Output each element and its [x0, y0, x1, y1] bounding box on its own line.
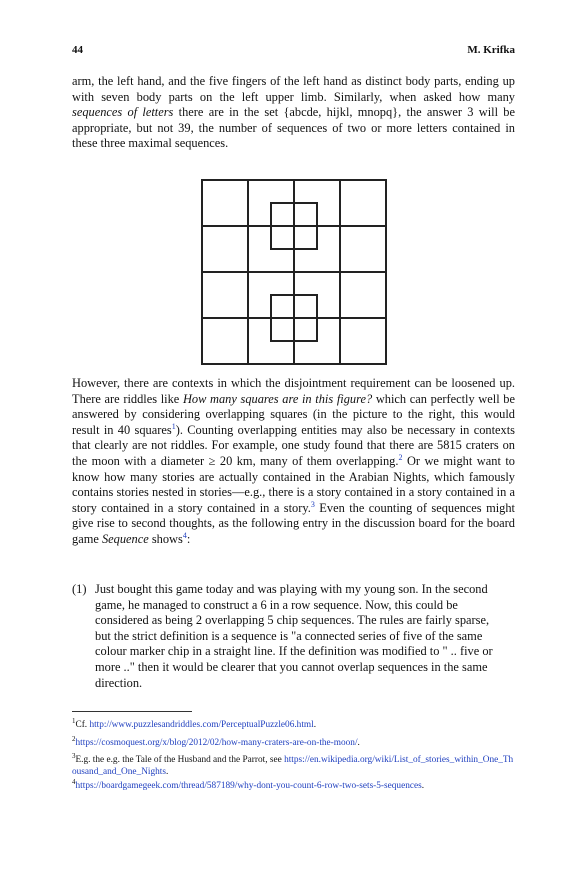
text: there are in the set {abcde, hijkl, mnopq}, the answer 3 will be appropriate, but not 39, the number of sequences of two or more letters contained in these three maximal sequences. [72, 105, 515, 151]
text: . [166, 767, 169, 777]
text: However, there are contexts in which the disjointment requirement can be loosened up. There are riddles like [72, 376, 515, 406]
footnote-3 [72, 751, 515, 778]
paragraph-2 [72, 376, 515, 548]
footnote-ref-3[interactable]: 3 [310, 499, 315, 509]
footnote-rule [72, 711, 192, 712]
page-number: 44 [72, 44, 83, 56]
text: arm, the left hand, and the five fingers of the left hand as distinct body parts, ending up with seven body parts on the left upper limb. Similarly, when asked how many [72, 74, 515, 104]
paragraph-1 [72, 74, 515, 152]
italic-game-title: Sequence [101, 531, 149, 546]
footnote-link[interactable]: https://en.wikipedia.org/wiki/List_of_stories_within_One_Thousand_and_One_Nights [72, 755, 514, 777]
footnote-4 [72, 777, 515, 792]
text: . [313, 720, 317, 730]
footnote-ref-4[interactable]: 4 [182, 530, 187, 540]
text: ). Counting overlapping entities may also be necessary in contexts that clearly are not riddles. For example, one study found that there are 5815 craters on the moon with a diameter ≥ 20 km, many of them overlapping. [72, 422, 515, 468]
footnote-link[interactable]: https://cosmoquest.org/x/blog/2012/02/how-many-craters-are-on-the-moon/ [75, 738, 358, 748]
footnote-ref-2[interactable]: 2 [398, 452, 403, 462]
footnote-ref-1[interactable]: 1 [171, 421, 176, 431]
text: shows [148, 531, 183, 546]
text: Even the counting of sequences might give rise to second thoughts, as the following entry in the discussion board for the board game [72, 500, 515, 546]
text: which can perfectly well be answered by considering overlapping squares (in the picture to the right, this would result in 40 squares [72, 391, 515, 437]
footnote-1 [72, 716, 515, 731]
text: E.g. the e.g. the Tale of the Husband and the Parrot, see [75, 755, 285, 765]
italic-question: How many squares are in this figure? [182, 391, 373, 406]
footnote-mark: 2 [72, 734, 76, 743]
text: : [186, 531, 191, 546]
running-header [72, 44, 515, 58]
footnote-link[interactable]: http://www.puzzlesandriddles.com/PerceptualPuzzle06.html [89, 720, 314, 730]
text: Or we might want to know how many stories are actually contained in the Arabian Nights, which famously contains stories nested in stories—e.g., there is a story contained in a story contained in a story contained in a story contained in a story. [72, 453, 515, 515]
example-number: (1) [72, 582, 87, 596]
footnote-2 [72, 734, 515, 749]
footnote-link[interactable]: https://boardgamegeek.com/thread/587189/why-dont-you-count-6-row-two-sets-5-sequences [75, 781, 422, 791]
example-text: Just bought this game today and was playing with my young son. In the second game, he managed to construct a 6 in a row sequence. Now, this could be considered as being 2 overlapping 5 chip sequences. The rules are fairly sparse, but the strict definition is a sequence is "a connected series of five of the same colour marker chip in a straight line. If the definition was modified to " .. five or more .." then it would be clearer that you cannot overlap sequences in the same direction. [95, 582, 493, 690]
footnote-mark: 3 [72, 751, 76, 760]
footnote-mark: 4 [72, 777, 76, 786]
squares-grid-svg [201, 179, 387, 365]
text: Cf. [75, 720, 90, 730]
footnote-mark: 1 [72, 716, 76, 725]
squares-puzzle-figure [201, 179, 387, 365]
text: . [357, 738, 360, 748]
running-author: M. Krifka [467, 44, 515, 56]
italic-term: sequences of letters [72, 105, 174, 120]
text: . [421, 781, 425, 791]
